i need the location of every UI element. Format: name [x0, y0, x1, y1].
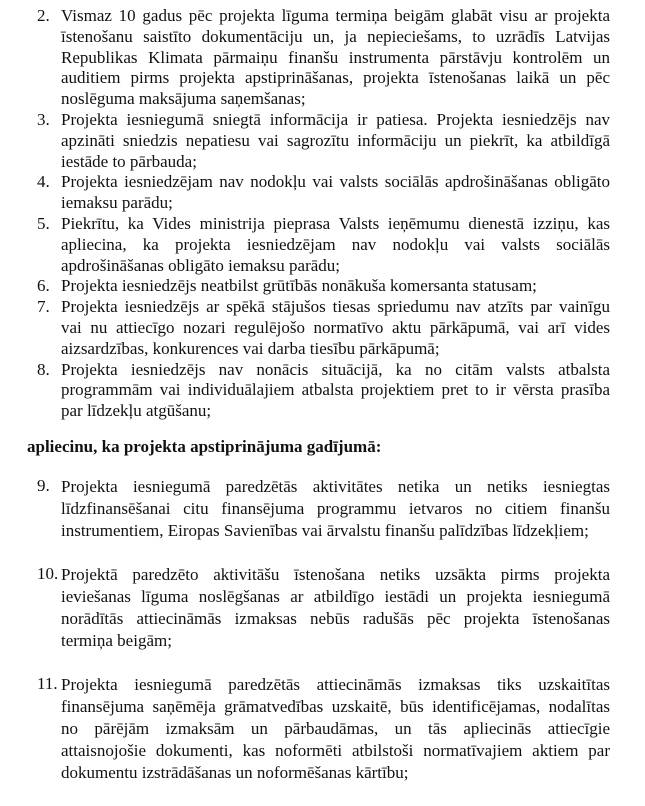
list-item [0, 674, 645, 784]
list-item-number: 4. [37, 172, 50, 192]
list-item-text-line: iemaksu parādu; [61, 193, 173, 213]
list-item-text-line: Vismaz 10 gadus pēc projekta līguma termiņa beigām glabāt visu ar projekta [61, 6, 610, 25]
section-heading: apliecinu, ka projekta apstiprinājuma gadījumā: [27, 437, 382, 456]
list-item-text-line: apzināti sniedzis nepatiesu vai sagrozītu informāciju un piekrīt, ka atbildīgā [61, 130, 610, 150]
list-item-text-line: Projekta iesniegumā sniegtā informācija ir patiesa. Projekta iesniedzējs nav [61, 109, 610, 129]
list-item-number: 3. [37, 109, 50, 129]
list-item-text-line: no pārējām izmaksām un pārbaudāmas, un tās apliecinās attiecīgie [61, 719, 610, 738]
list-item-text-line: vai nu attiecīgo nozari regulējošo normatīvo aktu pārkāpumā, vai arī vides [61, 317, 610, 337]
list-item [0, 214, 645, 276]
list-item-number: 6. [37, 276, 50, 296]
list-item-text-line: īstenošanu saistīto dokumentāciju un, ja nepieciešams, to uzrādīs Latvijas [61, 26, 610, 46]
list-item [0, 6, 645, 110]
list-item-text-line: auditiem pirms projekta apstiprināšanas, projekta īstenošanas laikā un pēc [61, 68, 610, 88]
list-item [0, 360, 645, 422]
list-item-text-line: Projekta iesniedzējs nav nonācis situācijā, ka no citām valsts atbalsta [61, 359, 610, 379]
list-item-text-line: apliecina, ka projekta iesniedzējam nav nodokļu vai valsts sociālās [61, 234, 610, 254]
declaration-list-part-1 [0, 6, 645, 422]
list-item [0, 297, 645, 359]
list-item [0, 172, 645, 214]
declaration-list-part-2 [0, 476, 645, 806]
list-item [0, 476, 645, 542]
list-item-number: 9. [37, 476, 50, 495]
list-item-text-line: Projekta iesniegumā paredzētās attiecināmās izmaksas tiks uzskaitītas [61, 675, 610, 694]
list-item-text-line: iestāde to pārbauda; [61, 151, 197, 171]
list-item-text-line: Republikas Klimata pārmaiņu finanšu instrumenta pārstāvju kontrolēm un [61, 47, 610, 67]
list-item [0, 110, 645, 172]
list-item-text-line: termiņa beigām; [61, 631, 172, 650]
list-item-text-line: ieviešanas līguma noslēgšanas ar atbildīgo iestādi un projekta iesniegumā [61, 587, 610, 606]
list-item-text-line: noslēguma maksājuma saņemšanas; [61, 89, 306, 109]
list-item-number: 11. [37, 674, 58, 693]
list-item-text-line: par līdzekļu atgūšanu; [61, 401, 212, 421]
list-item [0, 564, 645, 652]
list-item-number: 2. [37, 6, 50, 25]
list-item [0, 276, 645, 297]
list-item-text-line: apdrošināšanas obligāto iemaksu parādu; [61, 255, 341, 275]
list-item-text-line: dokumentu izstrādāšanas un noformēšanas kārtību; [61, 763, 409, 782]
list-item-text-line: aizsardzības, konkurences vai darba tiesību pārkāpumā; [61, 338, 440, 358]
list-item-number: 7. [37, 297, 50, 317]
list-item-text-line: Piekrītu, ka Vides ministrija pieprasa Valsts ieņēmumu dienestā izziņu, kas [61, 213, 610, 233]
list-item-text-line: līdzfinansēšanai citu finansējuma programmu ietvaros no citiem finanšu [61, 499, 610, 518]
list-item-number: 8. [37, 359, 50, 379]
list-item-text-line: instrumentiem, Eiropas Savienības vai ārvalstu finanšu palīdzības līdzekļiem; [61, 521, 589, 540]
list-item-text-line: programmām vai individuālajiem atbalsta projektiem pret to ir vērsta prasība [61, 380, 610, 400]
list-item-text-line: attaisnojošie dokumenti, kas noformēti atbilstoši normatīvajiem aktiem par [61, 741, 610, 760]
list-item-text-line: Projekta iesniedzējam nav nodokļu vai valsts sociālās apdrošināšanas obligāto [61, 172, 610, 192]
list-item-text-line: Projektā paredzēto aktivitāšu īstenošana netiks uzsākta pirms projekta [61, 565, 610, 584]
list-item-text-line: Projekta iesniedzējs neatbilst grūtībās nonākuša komersanta statusam; [61, 276, 537, 296]
list-item-number: 5. [37, 213, 50, 233]
list-item-number: 10. [37, 564, 59, 583]
list-item-text-line: Projekta iesniegumā paredzētās aktivitātes netika un netiks iesniegtas [61, 477, 610, 496]
list-item-text-line: finansējuma saņēmēja grāmatvedības uzskaitē, būs identificējamas, nodalītas [61, 697, 610, 716]
list-item-text-line: Projekta iesniedzējs ar spēkā stājušos tiesas spriedumu nav atzīts par vainīgu [61, 297, 610, 317]
list-item-text-line: norādītās attiecināmās izmaksas nebūs radušās pēc projekta īstenošanas [61, 609, 610, 628]
